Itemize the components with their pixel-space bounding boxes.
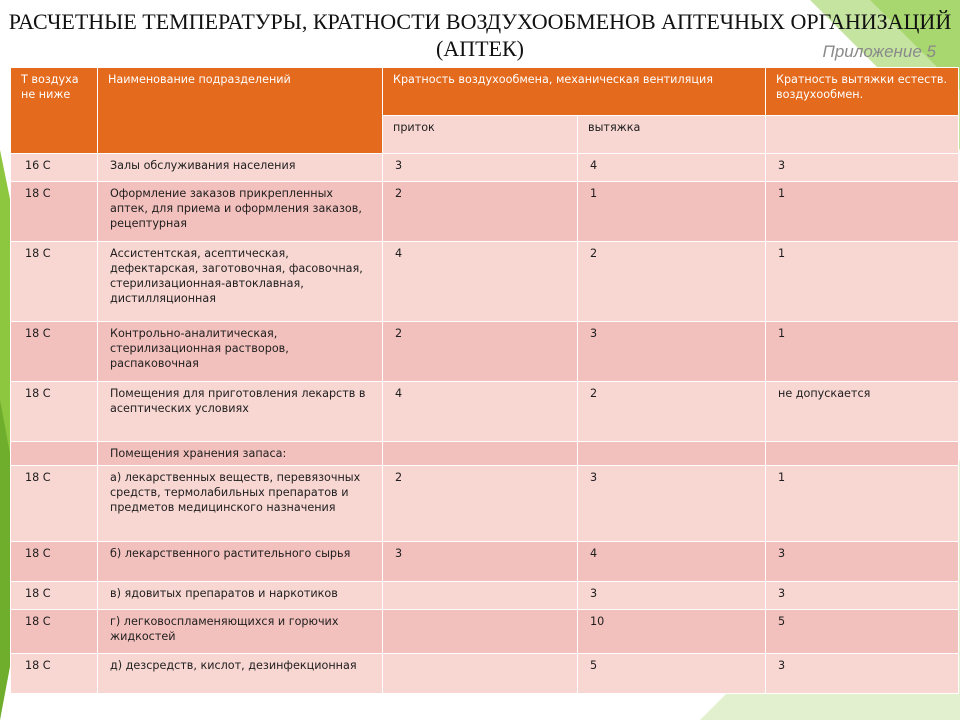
cell-temp: 18 С [11, 182, 98, 242]
cell-temp: 18 С [11, 582, 98, 610]
cell-supply: 2 [383, 466, 578, 542]
cell-name: а) лекарственных веществ, перевязочных средств, термолабильных препаратов и предметов медицинского назначения [98, 466, 383, 542]
cell-natural: 1 [766, 466, 959, 542]
cell-natural: 3 [766, 582, 959, 610]
slide-title [0, 8, 960, 62]
cell-name: Контрольно-аналитическая, стерилизационная растворов, распаковочная [98, 322, 383, 382]
cell-name: д) дезсредств, кислот, дезинфекционная [98, 654, 383, 694]
cell-supply [383, 654, 578, 694]
cell-exhaust: 10 [578, 610, 766, 654]
header-name: Наименование подразделений [98, 68, 383, 154]
cell-temp: 18 С [11, 242, 98, 322]
cell-name: г) легковоспламеняющихся и горючих жидкостей [98, 610, 383, 654]
cell-exhaust: 3 [578, 582, 766, 610]
cell-temp: 18 С [11, 654, 98, 694]
cell-temp: 18 С [11, 322, 98, 382]
cell-name: Ассистентская, асептическая, дефектарская, заготовочная, фасовочная, стерилизационная-автоклавная, дистилляционная [98, 242, 383, 322]
appendix-label: Приложение 5 [822, 42, 936, 61]
cell-exhaust: 4 [578, 154, 766, 182]
cell-supply: 3 [383, 542, 578, 582]
title-line-2: (АПТЕК) [436, 36, 524, 61]
cell-exhaust: 1 [578, 182, 766, 242]
cell-natural: 1 [766, 242, 959, 322]
cell-natural: не допускается [766, 382, 959, 442]
header-temp: Т воздуха не ниже [11, 68, 98, 154]
cell-natural [766, 442, 959, 466]
header-mechanical: Кратность воздухообмена, механическая вентиляция [383, 68, 766, 116]
cell-exhaust [578, 442, 766, 466]
cell-supply: 2 [383, 322, 578, 382]
cell-temp: 18 С [11, 542, 98, 582]
cell-exhaust: 2 [578, 382, 766, 442]
cell-temp: 18 С [11, 610, 98, 654]
header-exhaust: вытяжка [578, 116, 766, 154]
cell-exhaust: 3 [578, 322, 766, 382]
ventilation-table [10, 67, 959, 694]
cell-exhaust: 4 [578, 542, 766, 582]
cell-natural: 1 [766, 182, 959, 242]
cell-exhaust: 2 [578, 242, 766, 322]
cell-name: Помещения для приготовления лекарств в асептических условиях [98, 382, 383, 442]
cell-name: Помещения хранения запаса: [98, 442, 383, 466]
cell-natural: 3 [766, 154, 959, 182]
cell-exhaust: 5 [578, 654, 766, 694]
title-line-1: РАСЧЕТНЫЕ ТЕМПЕРАТУРЫ, КРАТНОСТИ ВОЗДУХООБМЕНОВ АПТЕЧНЫХ ОРГАНИЗАЦИЙ [8, 9, 952, 34]
cell-temp: 16 С [11, 154, 98, 182]
cell-natural: 1 [766, 322, 959, 382]
header-supply: приток [383, 116, 578, 154]
cell-exhaust: 3 [578, 466, 766, 542]
cell-supply: 4 [383, 382, 578, 442]
cell-supply: 3 [383, 154, 578, 182]
header-natural: Кратность вытяжки естеств. воздухообмен. [766, 68, 959, 116]
cell-natural: 3 [766, 542, 959, 582]
cell-natural: 3 [766, 654, 959, 694]
cell-name: б) лекарственного растительного сырья [98, 542, 383, 582]
cell-name: Оформление заказов прикрепленных аптек, для приема и оформления заказов, рецептурная [98, 182, 383, 242]
cell-supply [383, 442, 578, 466]
cell-supply [383, 582, 578, 610]
header-natural-empty [766, 116, 959, 154]
cell-name: в) ядовитых препаратов и наркотиков [98, 582, 383, 610]
cell-supply: 2 [383, 182, 578, 242]
cell-temp [11, 442, 98, 466]
cell-supply: 4 [383, 242, 578, 322]
cell-temp: 18 С [11, 382, 98, 442]
cell-name: Залы обслуживания населения [98, 154, 383, 182]
cell-natural: 5 [766, 610, 959, 654]
cell-temp: 18 С [11, 466, 98, 542]
cell-supply [383, 610, 578, 654]
